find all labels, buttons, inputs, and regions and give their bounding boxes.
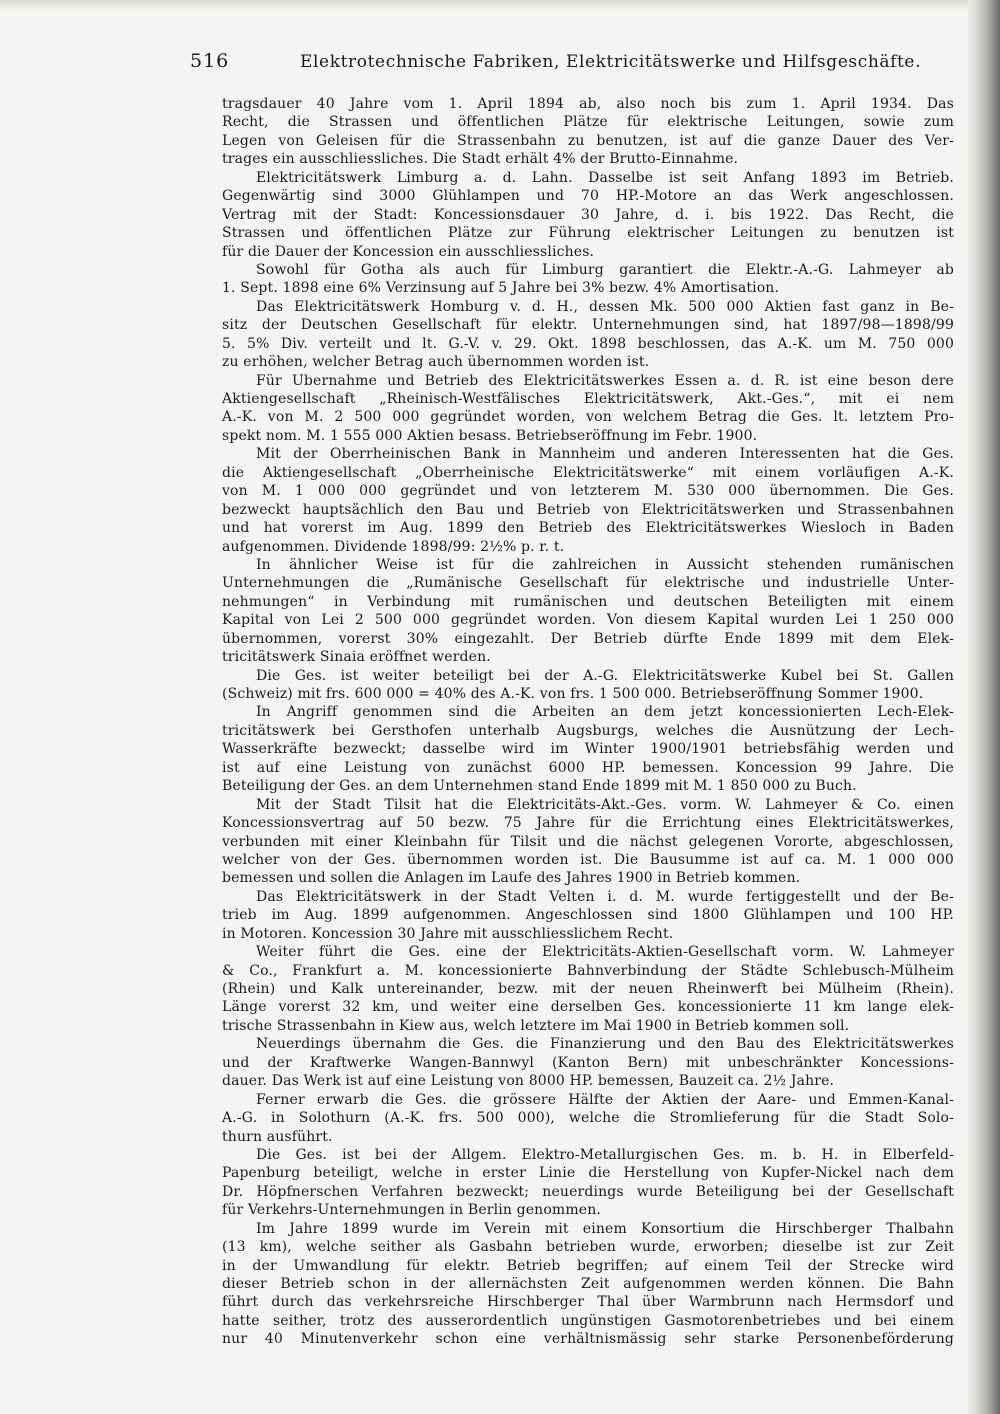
text-line: tragsdauer 40 Jahre vom 1. April 1894 ab, also noch bis zum 1. April 1934. Das xyxy=(222,97,954,112)
text-line: führt durch das verkehrsreiche Hirschberger Thal über Warmbrunn nach Hermsdorf und xyxy=(222,1295,954,1310)
text-line: Papenburg beteiligt, welche in erster Linie die Herstellung von Kupfer-Nickel nach dem xyxy=(222,1166,954,1181)
text-line: In ähnlicher Weise ist für die zahlreichen in Aussicht stehenden rumänischen xyxy=(256,557,954,573)
text-line: Mit der Oberrheinischen Bank in Mannheim und anderen Interessenten hat die Ges. xyxy=(256,447,954,462)
text-line: die Aktiengesellschaft „Oberrheinische Elektricitätswerke“ mit einem vorläufigen A.-K. xyxy=(222,465,954,481)
text-line: für Verkehrs-Unternehmungen in Berlin genommen. xyxy=(222,1203,601,1218)
text-line: Für Übernahme und Betrieb des Elektricitätswerkes Essen a. d. R. ist eine beson dere xyxy=(256,373,954,389)
text-line: Koncessionsvertrag auf 50 bezw. 75 Jahre für die Errichtung eines Elektricitätswerkes, xyxy=(222,816,954,831)
text-line: zu erhöhen, welcher Betrag auch übernommen worden ist. xyxy=(222,355,650,370)
text-line: Legen von Geleisen für die Strassenbahn zu benutzen, ist auf die ganze Dauer des Ver- xyxy=(222,133,954,149)
text-line: hatte seither, trotz des ausserordentlich ungünstigen Gasmotorenbetriebes und bei einem xyxy=(222,1313,954,1329)
page-number: 516 xyxy=(190,50,230,72)
text-line: und hat vorerst im Aug. 1899 den Betrieb des Elektricitätswerkes Wiesloch in Baden xyxy=(222,521,954,536)
text-line: trieb im Aug. 1899 aufgenommen. Angeschlossen sind 1800 Glühlampen und 100 HP. xyxy=(222,908,954,923)
text-line: Kapital von Lei 2 500 000 gegründet worden. Von diesem Kapital wurden Lei 1 250 000 xyxy=(222,613,954,628)
text-line: Weiter führt die Ges. eine der Elektricitäts-Aktien-Gesellschaft vorm. W. Lahmeyer xyxy=(256,945,954,960)
text-line: Mit der Stadt Tilsit hat die Elektricitäts-Akt.-Ges. vorm. W. Lahmeyer & Co. einen xyxy=(256,797,954,813)
text-line: für die Dauer der Koncession ein ausschliessliches. xyxy=(222,244,595,259)
text-line: Das Elektricitätswerk Homburg v. d. H., dessen Mk. 500 000 Aktien fast ganz in Be- xyxy=(256,299,954,315)
text-line: 1. Sept. 1898 eine 6% Verzinsung auf 5 Jahre bei 3% bezw. 4% Amortisation. xyxy=(222,281,780,296)
text-line: aufgenommen. Dividende 1898/99: 2½% p. r. t. xyxy=(222,539,565,554)
text-line: und der Kraftwerke Wangen-Bannwyl (Kanton Bern) mit unbeschränkter Koncessions- xyxy=(222,1055,954,1071)
text-line: trages ein ausschliessliches. Die Stadt erhält 4% der Brutto-Einnahme. xyxy=(222,152,739,167)
scan-top-shadow xyxy=(0,0,1000,10)
text-line: verbunden mit einer Kleinbahn für Tilsit und die nächst gelegenen Vororte, abgeschlossen, xyxy=(222,834,954,849)
text-line: Wasserkräfte bezweckt; dasselbe wird im Winter 1900/1901 betriebsfähig werden und xyxy=(222,742,954,757)
text-line: Dr. Höpfnerschen Verfahren bezweckt; neuerdings wurde Beteiligung bei der Gesellschaft xyxy=(222,1184,954,1200)
text-line: Recht, die Strassen und öffentlichen Plätze für elektrische Leitungen, sowie zum xyxy=(222,115,954,130)
text-line: 5. 5% Div. verteilt und lt. G.-V. v. 29. Okt. 1898 beschlossen, das A.-K. um M. 750 000 xyxy=(222,336,954,352)
text-line: Vertrag mit der Stadt: Koncessionsdauer 30 Jahre, d. i. bis 1922. Das Recht, die xyxy=(222,207,954,223)
text-line: Länge vorerst 32 km, und weiter eine derselben Ges. koncessionierte 11 km lange elek- xyxy=(222,1000,954,1015)
text-line: Beteiligung der Ges. an dem Unternehmen stand Ende 1899 mit M. 1 850 000 zu Buch. xyxy=(222,779,857,794)
text-line: bezweckt hauptsächlich den Bau und Betrieb von Elektricitätswerken und Strassenbahnen xyxy=(222,502,954,518)
text-line: & Co., Frankfurt a. M. koncessionierte Bahnverbindung der Städte Schlebusch-Mülheim xyxy=(222,963,954,979)
body-text-column xyxy=(222,97,954,1347)
text-line: In Angriff genommen sind die Arbeiten an dem jetzt koncessionierten Lech-Elek- xyxy=(256,705,954,720)
text-line: Das Elektricitätswerk in der Stadt Velten i. d. M. wurde fertiggestellt und der Be- xyxy=(256,889,954,905)
text-line: (13 km), welche seither als Gasbahn betrieben wurde, erworben; dieselbe ist zur Zeit xyxy=(222,1240,954,1255)
text-line: (Schweiz) mit frs. 600 000 = 40% des A.-K. von frs. 1 500 000. Betriebseröffnung Sommer 1900. xyxy=(222,687,924,702)
text-line: Strassen und öffentlichen Plätze zur Führung elektrischer Leitungen zu benutzen ist xyxy=(222,226,954,241)
text-line: nehmungen“ in Verbindung mit rumänischen und deutschen Beteiligten mit einem xyxy=(222,594,954,610)
text-line: Gegenwärtig sind 3000 Glühlampen und 70 HP.-Motore an das Werk angeschlossen. xyxy=(222,189,954,204)
text-line: dieser Betrieb schon in der allernächsten Zeit aufgenommen werden können. Die Bahn xyxy=(222,1277,954,1292)
text-line: übernommen, vorerst 30% eingezahlt. Der Betrieb dürfte Ende 1899 mit dem Elek- xyxy=(222,631,954,647)
text-line: Ferner erwarb die Ges. die grössere Hälfte der Aktien der Aare- und Emmen-Kanal- xyxy=(256,1092,954,1108)
text-line: A.-K. von M. 2 500 000 gegründet worden, von welchem Betrag die Ges. lt. letztem Pro- xyxy=(222,410,954,425)
text-line: Die Ges. ist weiter beteiligt bei der A.-G. Elektricitätswerke Kubel bei St. Gallen xyxy=(256,668,954,684)
text-line: Sowohl für Gotha als auch für Limburg garantiert die Elektr.-A.-G. Lahmeyer ab xyxy=(256,262,954,278)
text-line: dauer. Das Werk ist auf eine Leistung von 8000 HP. bemessen, Bauzeit ca. 2½ Jahre. xyxy=(222,1074,835,1089)
text-line: bemessen und sollen die Anlagen im Laufe des Jahres 1900 in Betrieb kommen. xyxy=(222,871,801,886)
text-line: A.-G. in Solothurn (A.-K. frs. 500 000), welche die Stromlieferung für die Stadt Solo- xyxy=(222,1111,954,1126)
text-line: Die Ges. ist bei der Allgem. Elektro-Metallurgischen Ges. m. b. H. in Elberfeld- xyxy=(256,1147,954,1163)
running-head: Elektrotechnische Fabriken, Elektricitätswerke und Hilfsgeschäfte. xyxy=(300,52,922,72)
text-line: in Motoren. Koncession 30 Jahre mit ausschliesslichem Recht. xyxy=(222,926,674,942)
text-line: Elektricitätswerk Limburg a. d. Lahn. Dasselbe ist seit Anfang 1893 im Betrieb. xyxy=(256,170,954,186)
text-line: tricitätswerk Sinaia eröffnet werden. xyxy=(222,650,491,665)
text-line: nur 40 Minutenverkehr schon eine verhältnismässig sehr starke Personenbeförderung xyxy=(222,1332,954,1347)
text-line: thurn ausführt. xyxy=(222,1129,333,1144)
text-line: Im Jahre 1899 wurde im Verein mit einem Konsortium die Hirschberger Thalbahn xyxy=(256,1221,954,1237)
scan-right-edge-shadow xyxy=(968,0,1000,1414)
text-line: in der Umwandlung für elektr. Betrieb begriffen; auf einem Teil der Strecke wird xyxy=(222,1258,954,1274)
text-line: spekt nom. M. 1 555 000 Aktien besass. Betriebseröffnung im Febr. 1900. xyxy=(222,428,758,444)
page-header xyxy=(190,50,922,80)
text-line: welcher von der Ges. übernommen worden ist. Die Bausumme ist auf ca. M. 1 000 000 xyxy=(222,852,954,868)
text-line: ist auf eine Leistung von zunächst 6000 HP. bemessen. Koncession 99 Jahre. Die xyxy=(222,760,954,776)
text-line: (Rhein) und Kalk untereinander, bezw. mit der neuen Rheinwerft bei Mülheim (Rhein). xyxy=(222,982,954,997)
text-line: Aktiengesellschaft „Rheinisch-Westfälisches Elektricitätswerk, Akt.-Ges.“, mit ei nem xyxy=(222,392,954,407)
text-line: von M. 1 000 000 gegründet und von letzterem M. 530 000 übernommen. Die Ges. xyxy=(222,484,954,499)
text-line: sitz der Deutschen Gesellschaft für elektr. Unternehmungen sind, hat 1897/98—1898/99 xyxy=(222,318,954,333)
text-line: Neuerdings übernahm die Ges. die Finanzierung und den Bau des Elektricitätswerkes xyxy=(256,1037,954,1052)
text-line: trische Strassenbahn in Kiew aus, welch letztere im Mai 1900 in Betrieb kommen soll. xyxy=(222,1018,850,1034)
text-line: tricitätswerk bei Gersthofen unterhalb Augsburgs, welches die Ausnützung der Lech- xyxy=(222,723,954,739)
text-line: Unternehmungen die „Rumänische Gesellschaft für elektrische und industrielle Unter- xyxy=(222,576,954,591)
